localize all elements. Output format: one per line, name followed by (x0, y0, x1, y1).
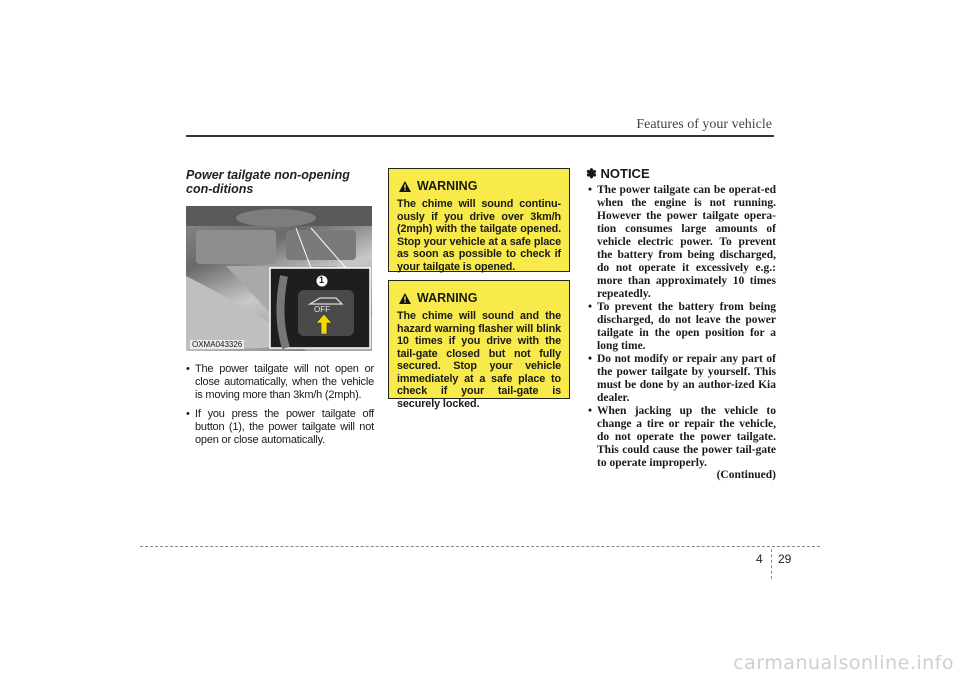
tailgate-off-button-photo (186, 206, 372, 351)
footer-rule (140, 546, 820, 547)
warning-text: The chime will sound continu-ously if you drive over 3km/h (2mph) with the tailgate opened. Stop your vehicle at a safe place as soon as possible to check if your tailgate is opened. (397, 198, 561, 273)
section-heading: Power tailgate non-opening con-ditions (186, 168, 350, 196)
warning-title: WARNING (417, 179, 478, 193)
continued-label: (Continued) (716, 469, 776, 481)
list-item: • When jacking up the vehicle to change a tire or repair the vehicle, do not operate the power tailgate. This could cause the power tail-gate to operate improperly. (586, 405, 776, 470)
image-code: OXMA043326 (192, 340, 243, 349)
warning-text: The chime will sound and the hazard warning flasher will blink 10 times if you drive with the tail-gate closed but not fully secured. Stop your vehicle immediately at a safe place to check if your tail-gate is securely locked. (397, 310, 561, 410)
chapter-number: 4 (756, 552, 763, 566)
dashboard-illustration (186, 206, 372, 351)
running-header: Features of your vehicle (636, 117, 772, 132)
warning-triangle-icon (399, 181, 411, 192)
list-item: • Do not modify or repair any part of the power tailgate by yourself. This must be done by an author-ized Kia dealer. (586, 353, 776, 405)
list-item: • The power tailgate will not open or close automatically, when the vehicle is moving more than 3km/h (2mph). (186, 363, 374, 402)
notice-list (586, 184, 776, 470)
list-item: • The power tailgate can be operat-ed when the engine is not running. However the power tailgate opera-tion consumes large amounts of vehicle electric power. To prevent the battery from being discharged, do not operate it excessively e.g.: more than approximately 10 times repeatedly. (586, 184, 776, 301)
header-rule (186, 135, 774, 137)
watermark: carmanualsonline.info (733, 652, 954, 674)
list-item: • If you press the power tailgate off button (1), the power tailgate will not open or close automatically. (186, 408, 374, 447)
arrow-up-icon (316, 314, 332, 334)
list-item: • To prevent the battery from being discharged, do not leave the power tailgate in the open position for a long time. (586, 301, 776, 353)
callout-number: 1 (319, 275, 325, 285)
conditions-list (186, 363, 374, 447)
column-left (186, 168, 374, 453)
off-button-label: OFF (314, 305, 330, 314)
warning-box (388, 168, 570, 272)
warning-box (388, 280, 570, 410)
notice-title: ✽ NOTICE (586, 166, 650, 181)
page-number: 29 (778, 552, 792, 566)
warning-title: WARNING (417, 291, 478, 305)
column-right (586, 166, 776, 481)
warning-triangle-icon (399, 293, 411, 304)
page-divider (771, 549, 772, 579)
